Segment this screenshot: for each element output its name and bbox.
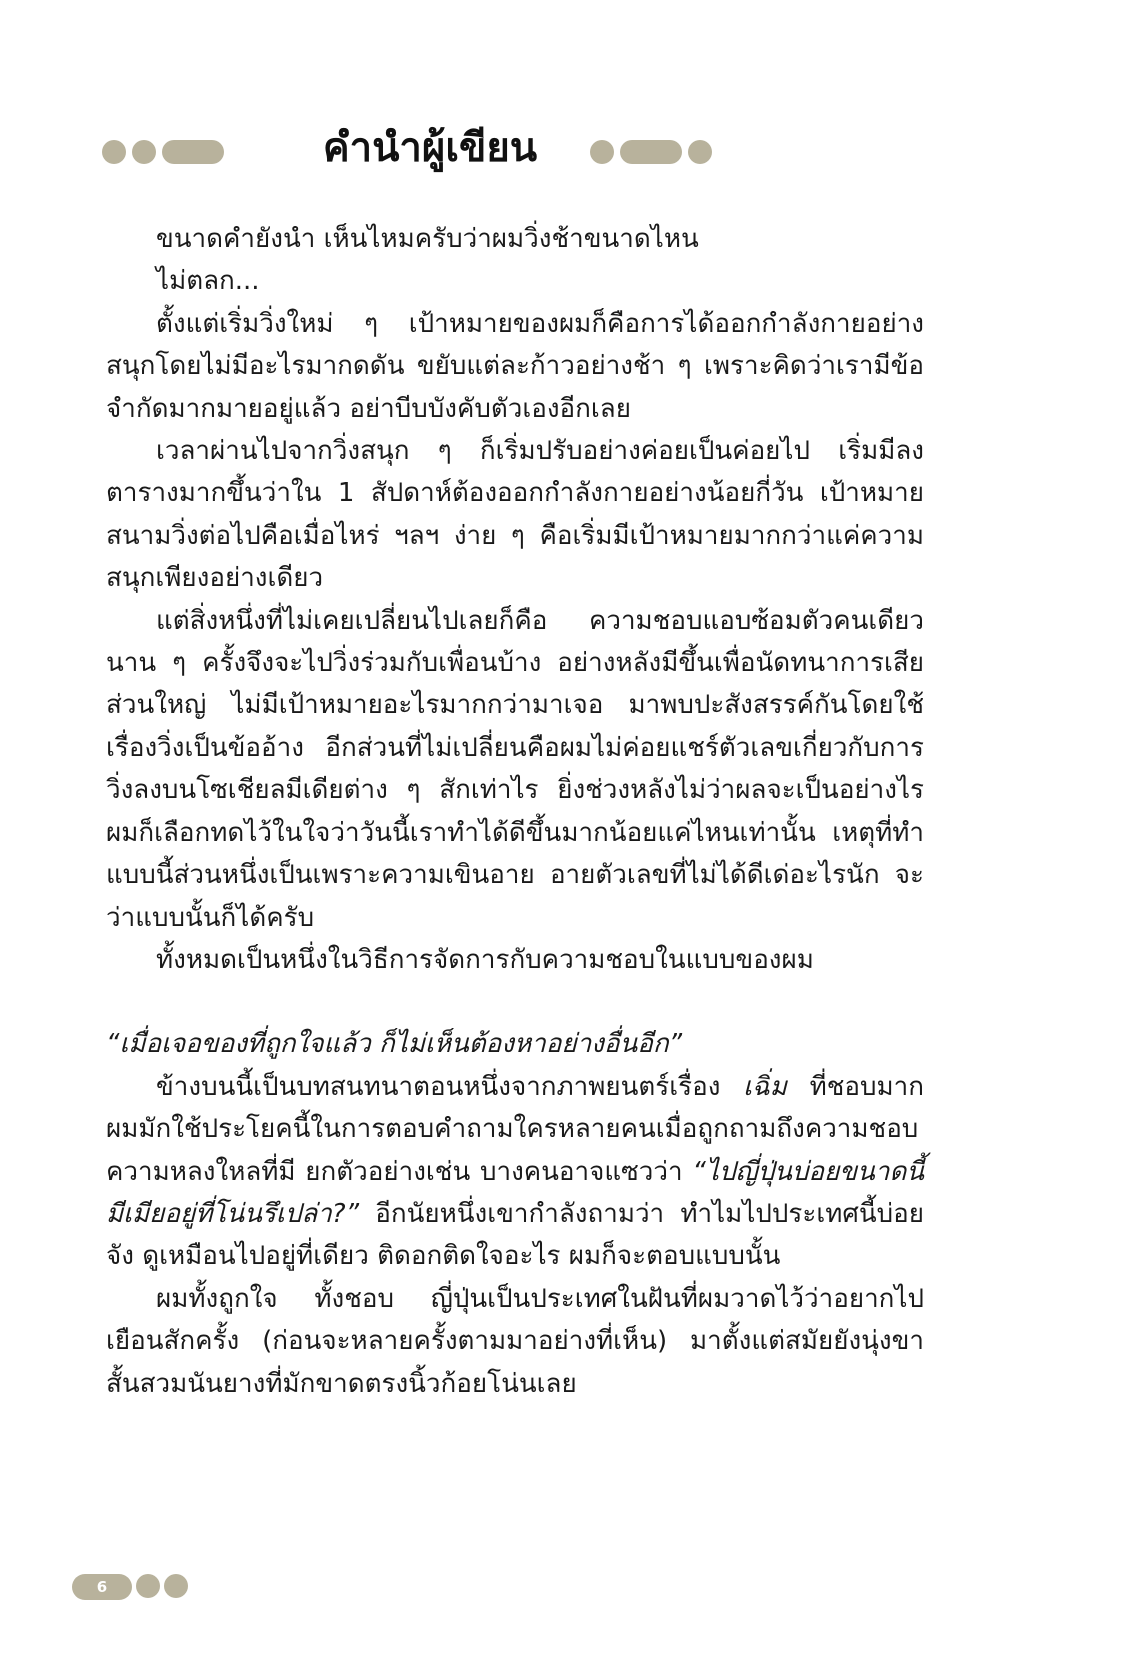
paragraph-text: ที่ชอบมาก ผมมักใช้ประโยคนี้ในการตอบคำถามใครหลายคนเมื่อถูกถามถึงความชอบความหลงใหลที่มี ยกตัวอย่างเช่น บางคนอาจแซวว่า xyxy=(106,1071,925,1187)
decorative-dot xyxy=(590,140,614,164)
chapter-header xyxy=(0,118,1142,178)
decorative-pill xyxy=(620,140,682,164)
decorative-dot xyxy=(688,140,712,164)
paragraph: แต่สิ่งหนึ่งที่ไม่เคยเปลี่ยนไปเลยก็คือ ความชอบแอบซ้อมตัวคนเดียว นาน ๆ ครั้งจึงจะไปวิ่งร่วมกับเพื่อนบ้าง อย่างหลังมีขึ้นเพื่อนัดทนาการเสียส่วนใหญ่ ไม่มีเป้าหมายอะไรมากกว่ามาเจอ มาพบปะสังสรรค์กันโดยใช้เรื่องวิ่งเป็นข้ออ้าง อีกส่วนที่ไม่เปลี่ยนคือผมไม่ค่อยแชร์ตัวเลขเกี่ยวกับการวิ่งลงบนโซเชียลมีเดียต่าง ๆ สักเท่าไร ยิ่งช่วงหลังไม่ว่าผลจะเป็นอย่างไร ผมก็เลือกทดไว้ในใจว่าวันนี้เราทำได้ดีขึ้นมากน้อยแค่ไหนเท่านั้น เหตุที่ทำแบบนี้ส่วนหนึ่งเป็นเพราะความเขินอาย อายตัวเลขที่ไม่ได้ดีเด่อะไรนัก จะว่าแบบนั้นก็ได้ครับ xyxy=(106,605,924,933)
page-title: คำนำผู้เขียน xyxy=(322,125,538,171)
quote-text: “เมื่อเจอของที่ถูกใจแล้ว ก็ไม่เห็นต้องหาอย่างอื่นอีก” xyxy=(106,1029,683,1060)
decorative-dot xyxy=(136,1574,160,1598)
inline-quote: “ไปญี่ปุ่นบ่อยขนาดนี้ มีเมียอยู่ที่โน่นรึเปล่า?” xyxy=(106,1156,924,1229)
body-text xyxy=(106,218,924,1405)
paragraph: ผมทั้งถูกใจ ทั้งชอบ ญี่ปุ่นเป็นประเทศในฝันที่ผมวาดไว้ว่าอยากไปเยือนสักครั้ง (ก่อนจะหลายครั้งตามมาอย่างที่เห็น) มาตั้งแต่สมัยยังนุ่งขาสั้นสวมนันยางที่มักขาดตรงนิ้วก้อยโน่นเลย xyxy=(106,1283,924,1399)
paragraph xyxy=(106,1066,924,1278)
paragraph: ตั้งแต่เริ่มวิ่งใหม่ ๆ เป้าหมายของผมก็คือการได้ออกกำลังกายอย่างสนุกโดยไม่มีอะไรมากดดัน ขยับแต่ละก้าวอย่างช้า ๆ เพราะคิดว่าเรามีข้อจำกัดมากมายอยู่แล้ว อย่าบีบบังคับตัวเองอีกเลย xyxy=(106,308,924,424)
paragraph: ทั้งหมดเป็นหนึ่งในวิธีการจัดการกับความชอบในแบบของผม xyxy=(156,944,814,975)
film-title: เฉิ่ม xyxy=(743,1071,787,1102)
paragraph-text: อีกนัยหนึ่งเขากำลังถามว่า ทำไมไปประเทศนี้บ่อยจัง ดูเหมือนไปอยู่ที่เดียว ติดอกติดใจอะไร ผมก็จะตอบแบบนั้น xyxy=(106,1198,924,1272)
decorative-dot xyxy=(164,1574,188,1598)
pull-quote xyxy=(106,1023,924,1065)
decorative-pill xyxy=(162,140,224,164)
paragraph-text: ข้างบนนี้เป็นบทสนทนาตอนหนึ่งจากภาพยนตร์เรื่อง xyxy=(156,1071,744,1102)
paragraph: ไม่ตลก... xyxy=(156,266,260,297)
paragraph: เวลาผ่านไปจากวิ่งสนุก ๆ ก็เริ่มปรับอย่างค่อยเป็นค่อยไป เริ่มมีลงตารางมากขึ้นว่าใน 1 สัปดาห์ต้องออกกำลังกายอย่างน้อยกี่วัน เป้าหมายสนามวิ่งต่อไปคือเมื่อไหร่ ฯลฯ ง่าย ๆ คือเริ่มมีเป้าหมายมากกว่าแค่ความสนุกเพียงอย่างเดียว xyxy=(106,436,924,594)
decorative-dot xyxy=(102,140,126,164)
paragraph: ขนาดคำยังนำ เห็นไหมครับว่าผมวิ่งช้าขนาดไหน xyxy=(156,224,699,254)
page-number: 6 xyxy=(72,1574,132,1600)
decorative-dot xyxy=(132,140,156,164)
